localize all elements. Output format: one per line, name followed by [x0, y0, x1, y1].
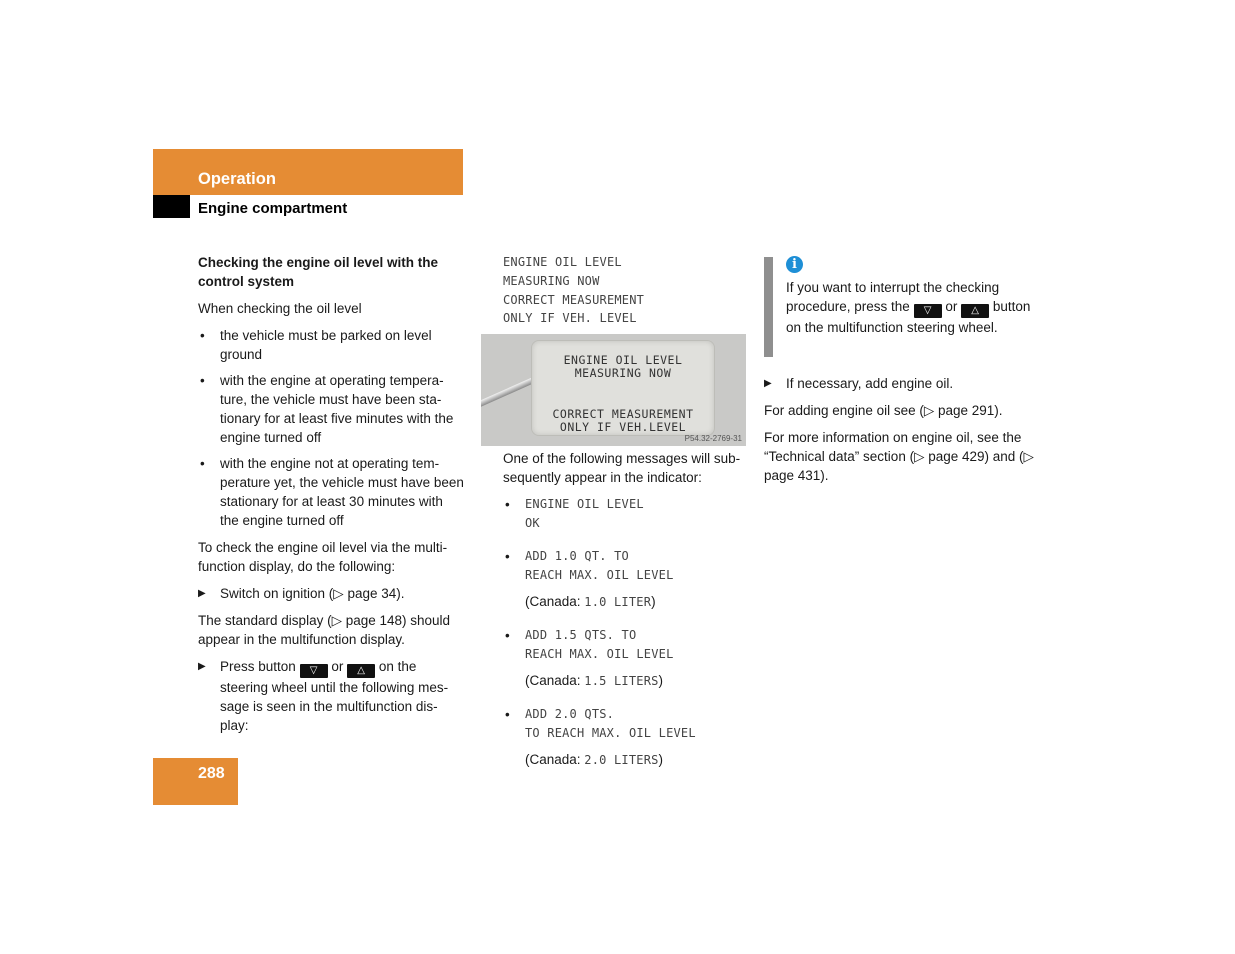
column-right [764, 374, 1034, 493]
list-item: • with the engine not at operating tem-perature yet, the vehicle must have been stationary for at least 30 minutes with the engine turned off [198, 454, 464, 530]
standard-display-text: The standard display (▷ page 148) should appear in the multifunction display. [198, 613, 451, 647]
list-item: • the vehicle must be parked on level ground [198, 326, 464, 364]
step-add-oil: ▶ If necessary, add engine oil. [764, 376, 954, 391]
more-info-reference: For more information on engine oil, see the “Technical data” section (▷ page 429) and (▷ page 431). [764, 430, 1034, 483]
step-ignition: ▶ Switch on ignition (▷ page 34). [198, 586, 405, 601]
button-up-icon: △ [347, 664, 375, 678]
list-item: • with the engine at operating tempera-ture, the vehicle must have been sta-tionary for at least five minutes with the engine turned off [198, 371, 464, 447]
step-arrow-icon: ▶ [764, 378, 772, 389]
section-title: Operation [198, 170, 276, 188]
intro-text: When checking the oil level [198, 301, 362, 316]
info-box-bar [764, 257, 773, 357]
list-item: • ADD 1.5 QTS. TO REACH MAX. OIL LEVEL (Canada: 1.5 LITERS) [503, 626, 749, 691]
info-note: If you want to interrupt the checking procedure, press the ▽ or △ button on the multifunction steering wheel. [786, 280, 1031, 335]
lcd-screen: ENGINE OIL LEVEL MEASURING NOW CORRECT MEASUREMENT ONLY IF VEH.LEVEL [531, 340, 715, 436]
check-instructions: To check the engine oil level via the multi-function display, do the following: [198, 540, 448, 574]
button-down-icon: ▽ [914, 304, 942, 318]
photo-code: P54.32-2769-31 [684, 434, 742, 443]
list-item: • ADD 1.0 QT. TO REACH MAX. OIL LEVEL (Canada: 1.0 LITER) [503, 547, 749, 612]
page-number: 288 [198, 765, 225, 782]
page-number-tab [153, 758, 238, 805]
adding-oil-reference: For adding engine oil see (▷ page 291). [764, 403, 1003, 418]
canada-note: (Canada: 1.0 LITER) [525, 594, 656, 609]
column-middle [503, 449, 749, 778]
messages-intro: One of the following messages will sub-sequently appear in the indicator: [503, 451, 741, 485]
step-arrow-icon: ▶ [198, 588, 206, 599]
canada-note: (Canada: 1.5 LITERS) [525, 673, 664, 688]
display-message-text: ENGINE OIL LEVEL MEASURING NOW CORRECT MEASUREMENT ONLY IF VEH. LEVEL [503, 255, 645, 326]
messages-list [503, 495, 749, 770]
conditions-list [198, 326, 464, 530]
heading-check-oil: Checking the engine oil level with the control system [198, 255, 439, 289]
subsection-marker [153, 195, 190, 218]
list-item: • ENGINE OIL LEVEL OK [503, 495, 749, 533]
step-press-button: ▶ Press button ▽ or △ on the steering wheel until the following mes-sage is seen in the multifunction dis-play: [198, 659, 449, 733]
button-down-icon: ▽ [300, 664, 328, 678]
list-item: • ADD 2.0 QTS. TO REACH MAX. OIL LEVEL (Canada: 2.0 LITERS) [503, 705, 749, 770]
column-left [198, 253, 464, 743]
button-up-icon: △ [961, 304, 989, 318]
subsection-title: Engine compartment [198, 200, 348, 217]
canada-note: (Canada: 2.0 LITERS) [525, 752, 664, 767]
multifunction-display-photo [481, 334, 746, 446]
step-arrow-icon: ▶ [198, 661, 206, 672]
info-icon: i [786, 256, 803, 273]
